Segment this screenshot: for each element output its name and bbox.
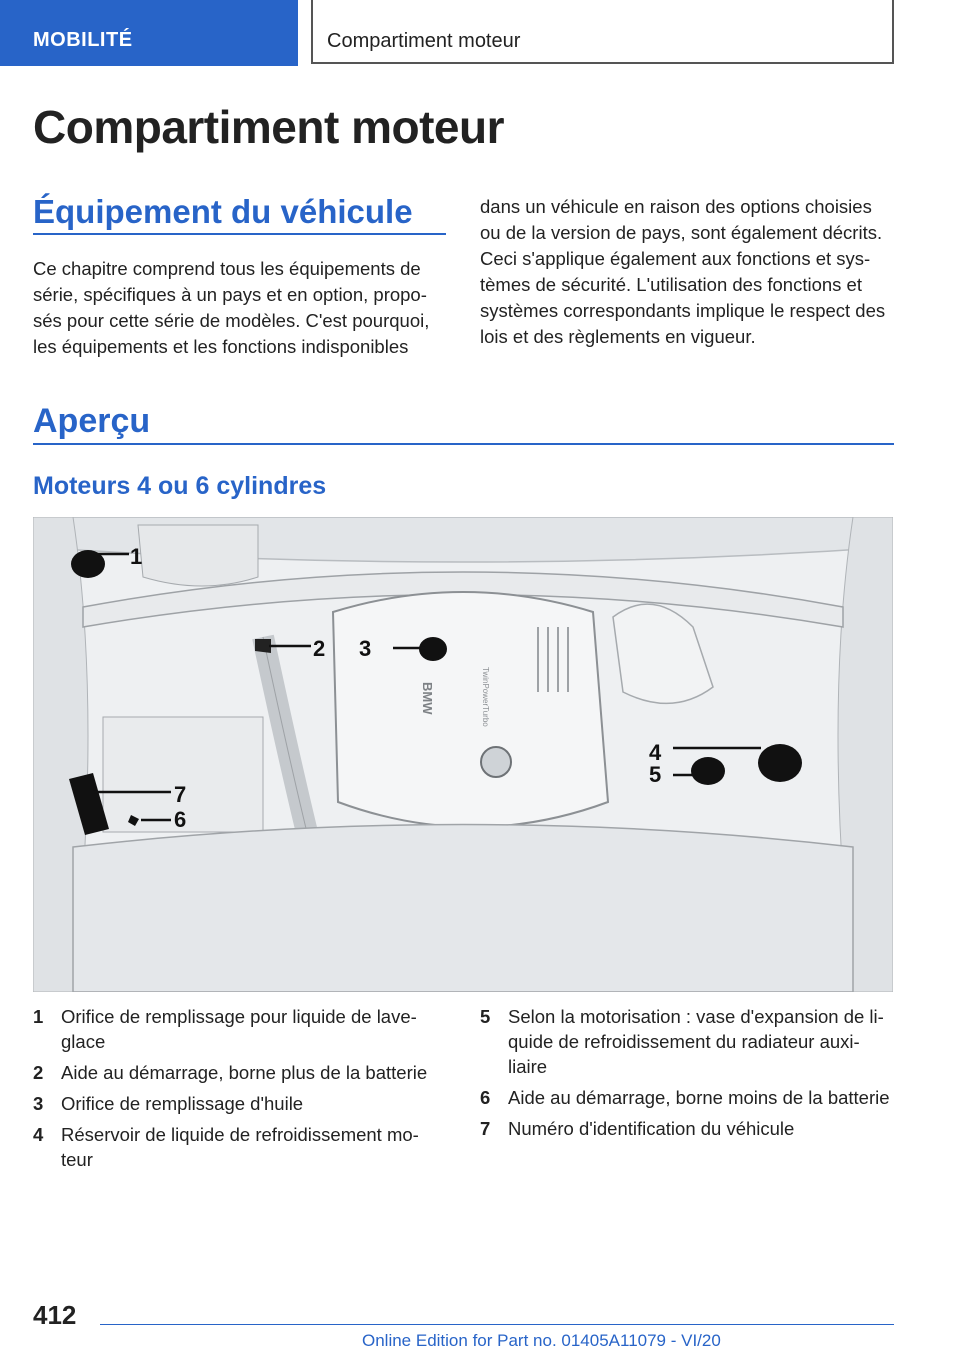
header-section-tab[interactable]	[0, 0, 298, 66]
legend-text: Aide au démarrage, borne plus de la batterie	[61, 1062, 428, 1083]
legend-item	[480, 1085, 890, 1110]
page-title: Compartiment moteur	[33, 101, 504, 153]
callout-1: 1	[130, 544, 143, 569]
equipment-paragraph-right: dans un véhicule en raison des options choisies ou de la version de pays, sont également décrits. Ceci s'applique également aux fonctions et systèmes de sécurité. L'utilisation des fonctions et systèmes correspondants implique le respect des lois et des règlements en vigueur.	[480, 196, 886, 347]
legend-number: 5	[480, 1006, 491, 1027]
legend-text: Orifice de remplissage d'huile	[61, 1093, 304, 1114]
section-rule-equipment	[33, 233, 446, 235]
legend-text: Orifice de remplissage pour liquide de laveglace	[61, 1006, 417, 1052]
legend-text: Numéro d'identification du véhicule	[508, 1118, 795, 1139]
legend-item	[33, 1122, 443, 1172]
legend-item	[33, 1004, 443, 1054]
legend-number: 4	[33, 1124, 44, 1145]
legend-number: 2	[33, 1062, 44, 1083]
callout-5: 5	[649, 762, 662, 787]
callout-6: 6	[174, 807, 187, 832]
legend-number: 7	[480, 1118, 491, 1139]
equipment-paragraph-left: Ce chapitre comprend tous les équipements de série, spécifiques à un pays et en option, proposés pour cette série de modèles. C'est pourquoi, les équipements et les fonctions indisponibles	[33, 258, 430, 357]
subsection-title-engines: Moteurs 4 ou 6 cylindres	[33, 472, 327, 500]
header-chapter-tab[interactable]	[311, 0, 894, 64]
legend-list-right	[480, 1004, 890, 1147]
legend-item	[480, 1004, 890, 1079]
legend-text: Aide au démarrage, borne moins de la batterie	[508, 1087, 890, 1108]
legend-number: 3	[33, 1093, 44, 1114]
legend-text: Réservoir de liquide de refroidissement moteur	[61, 1124, 419, 1170]
section-rule-overview	[33, 443, 894, 445]
footer-edition-text: Online Edition for Part no. 01405A11079 - VI/20	[362, 1331, 721, 1350]
section-title-overview: Aperçu	[33, 402, 151, 440]
section-title-equipment: Équipement du véhicule	[33, 193, 413, 230]
header-section-label: MOBILITÉ	[33, 29, 133, 51]
callout-3: 3	[359, 636, 372, 661]
legend-item	[33, 1060, 443, 1085]
engine-compartment-figure	[33, 517, 893, 992]
legend-list-left	[33, 1004, 443, 1178]
legend-text: Selon la motorisation : vase d'expansion de liquide de refroidissement du radiateur auxiliaire	[508, 1006, 884, 1077]
callout-4: 4	[649, 740, 662, 765]
legend-number: 6	[480, 1087, 491, 1108]
footer-rule	[100, 1324, 894, 1325]
legend-number: 1	[33, 1006, 44, 1027]
callout-2: 2	[313, 636, 326, 661]
callout-7: 7	[174, 782, 187, 807]
page-number: 412	[33, 1300, 77, 1330]
header-chapter-label: Compartiment moteur	[327, 30, 521, 52]
engine-cover-tagline: TwinPowerTurbo	[481, 667, 490, 727]
legend-item	[480, 1116, 890, 1141]
engine-cover-brand: BMW	[420, 682, 435, 715]
legend-item	[33, 1091, 443, 1116]
